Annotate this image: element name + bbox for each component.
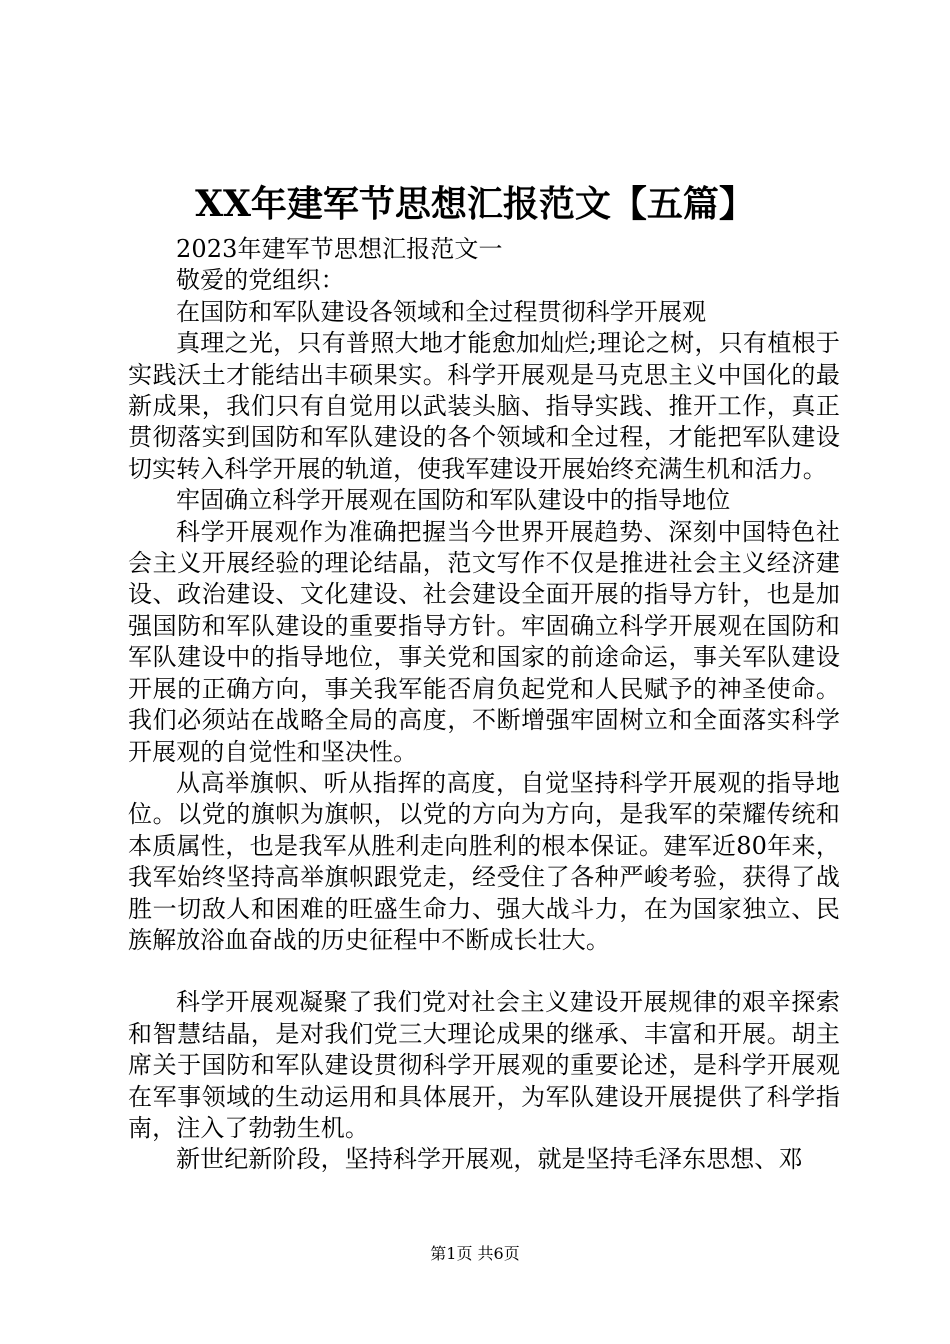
paragraph: 科学开展观作为准确把握当今世界开展趋势、深刻中国特色社会主义开展经验的理论结晶，范文写作不仅是推进社会主义经济建设、政治建设、文化建设、社会建设全面开展的指导方针，也是加强国防和军队建设的重要指导方针。牢固确立科学开展观在国防和军队建设中的指导地位，事关党和国家的前途命运，事关军队建设开展的正确方向，事关我军能否肩负起党和人民赋予的神圣使命。我们必须站在战略全局的高度，不断增强牢固树立和全面落实科学开展观的自觉性和坚决性。 [128, 517, 840, 766]
document-title: XX年建军节思想汇报范文【五篇】 [195, 183, 755, 225]
document-body [128, 234, 840, 1176]
paragraph-heading-2: 牢固确立科学开展观在国防和军队建设中的指导地位 [176, 486, 731, 515]
paragraph-salutation: 敬爱的党组织： [176, 266, 345, 295]
paragraph-subtitle: 2023年建军节思想汇报范文一 [176, 235, 503, 263]
paragraph: 新世纪新阶段，坚持科学开展观，就是坚持毛泽东思想、邓 [176, 1145, 803, 1174]
paragraph: 科学开展观凝聚了我们党对社会主义建设开展规律的艰辛探索和智慧结晶，是对我们党三大理论成果的继承、丰富和开展。胡主席关于国防和军队建设贯彻科学开展观的重要论述，是科学开展观在军事领域的生动运用和具体展开，为军队建设开展提供了科学指南，注入了勃勃生机。 [128, 988, 840, 1142]
page-number-footer: 第1页 共6页 [430, 1244, 520, 1263]
paragraph: 从高举旗帜、听从指挥的高度，自觉坚持科学开展观的指导地位。以党的旗帜为旗帜，以党的方向为方向，是我军的荣耀传统和本质属性，也是我军从胜利走向胜利的根本保证。建军近80年来，我军始终坚持高举旗帜跟党走，经受住了各种严峻考验，获得了战胜一切敌人和困难的旺盛生命力、强大战斗力，在为国家独立、民族解放浴血奋战的历史征程中不断成长壮大。 [128, 768, 840, 954]
paragraph: 真理之光，只有普照大地才能愈加灿烂;理论之树，只有植根于实践沃土才能结出丰硕果实。科学开展观是马克思主义中国化的最新成果，我们只有自觉用以武装头脑、指导实践、推开工作，真正贯彻落实到国防和军队建设的各个领域和全过程，才能把军队建设切实转入科学开展的轨道，使我军建设开展始终充满生机和活力。 [128, 329, 840, 483]
paragraph-heading-1: 在国防和军队建设各领域和全过程贯彻科学开展观 [176, 297, 707, 326]
